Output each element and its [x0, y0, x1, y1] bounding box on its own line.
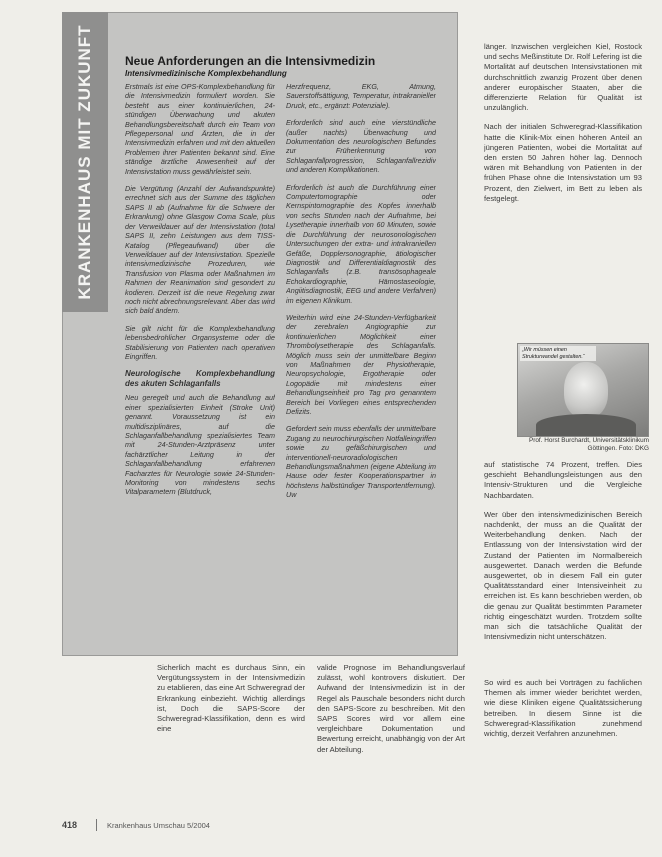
- paragraph: Sie gilt nicht für die Komplexbehandlung lebensbedrohlicher Organsysteme oder die Stabilisierung von Patienten nach operativen Eingriffen.: [125, 323, 275, 361]
- paragraph: Erforderlich ist auch die Durchführung einer Computertomographie oder Kernspintomographie des Kopfes innerhalb von sechs Stunden nach der Aufnahme, bei Lysetherapie innerhalb von 60 Minuten, sowie die Durchführung der neurosonologischen Untersuchungen der extra- und intrakraniellen Gefäße, Dopplersonographie, ätiologischer Diagnostik und Differentialdiagnostik des Schlaganfalls (z.B. transösophageale Echokardiographie, Hämostaseologie, Angiitisdiagnostik, EEG und andere Verfahren) im eigenen Klinikum.: [286, 182, 436, 305]
- box-section-heading: Neurologische Komplexbehandlung des akuten Schlaganfalls: [125, 369, 275, 389]
- bottom-column-2: valide Prognose im Behandlungsverlauf zulässt, wohl kontrovers diskutiert. Der Aufwand der Intensivmedizin ist in der Regel als Pauschale besonders nicht durch den SAPS-Score zu beschreiben. Mit den SAPS Scores wird vor allem eine vergleichbare Dokumentation und Bewertung erreicht, unabhängig von der Art der Abteilung.: [317, 663, 465, 754]
- main-column-top: [484, 42, 642, 300]
- bottom-column-3: So wird es auch bei Vorträgen zu fachlichen Themen als immer wieder berichtet werden, wie diese Kliniken eigene Qualitätssicherung betreiben. In diesem Sinne ist die Schweregrad-Klassifikation zunehmend wichtig, derzeit Verfahren anzunehmen.: [484, 678, 642, 739]
- bottom-column-1: Sicherlich macht es durchaus Sinn, ein Vergütungssystem in der Intensivmedizin zu etablieren, das eine Art Schweregrad der Erkrankung einbezieht. Wichtig allerdings ist, Doch die SAPS-Score der Schweregrad-Klassifikation, denn es wird eine: [157, 663, 305, 734]
- section-label: KRANKENHAUS MIT ZUKUNFT: [75, 24, 94, 300]
- paragraph: Gefordert sein muss ebenfalls der unmittelbare Zugang zu neurochirurgischen Notfalleingriffen sowie zu gefäßchirurgischen und interventionell-neuroradiologischen Behandlungsmaßnahmen (eigene Abteilung im Hause oder fester Kooperationspartner in höchstens halbstündiger Transportentfernung). Uw: [286, 424, 436, 500]
- paragraph: Neu geregelt und auch die Behandlung auf einer spezialisierten Einheit (Stroke Unit) genannt. Voraussetzung ist ein multidisziplinäres, auf die Schlaganfallbehandlung spezialisiertes Team mit 24-Stunden-Arztpräsenz unter fachärztlicher Leitung in der Schlaganfallbehandlung erfahrenen Facharztes für Neurologie sowie 24-Stunden-Monitoring von mindestens sechs Vitalparametern (Blutdruck,: [125, 393, 275, 497]
- page-number: 418: [62, 820, 78, 830]
- paragraph: Die Vergütung (Anzahl der Aufwandspunkte) errechnet sich aus der Summe des täglichen SAPS II ab (Aufnahme für die Schwere der Erkrankung) ohne Glasgow Coma Scale, plus der Verweildauer auf der Intensivstation (total SAPS II, zehn Leistungen aus dem TISS-Katalog (Pflegeaufwand) über die Verweildauer auf der Intensivstation. Spezielle intensivmedizinische Prozeduren, wie Transfusion von Plasma oder Maßnahmen im Rahmen der Reanimation sind gesondert zu kodieren. Derzeit ist die neue Regelung zwar noch nicht abrechnungsrelevant. Aber das wird sich bald ändern.: [125, 184, 275, 316]
- box-column-left: [125, 82, 275, 648]
- footer-divider: [96, 819, 97, 831]
- paragraph: auf statistische 74 Prozent, treffen. Dies geschieht Behandlungsleistungen aus den Intensiv-Strukturen und die Vergleiche Nachbardaten.: [484, 460, 642, 500]
- paragraph: Weiterhin wird eine 24-Stunden-Verfügbarkeit der zerebralen Angiographie zur kontinuierlichen Möglichkeit einer Thrombolysetherapie des Schlaganfalls. Möglich muss sein der unmittelbare Beginn von Maßnahmen der Physiotherapie, Neuropsychologie, Ergotherapie oder Logopädie mit mindestens einer Behandlungseinheit pro Tag pro genanntem Bereich bei Vorliegen eines entsprechenden Defizits.: [286, 312, 436, 416]
- paragraph: Erstmals ist eine OPS-Komplexbehandlung für die Intensivmedizin formuliert worden. Sie besteht aus einer kontinuierlichen, 24-stündigen Überwachung und akuten Behandlungsbereitschaft durch ein Team von Pflegepersonal und Ärzten, die in der Intensivmedizin erfahren und mit den aktuellen Problemen ihrer Patienten bekannt sind. Eine ständige ärztliche Anwesenheit auf der Intensivstation muss gewährleistet sein.: [125, 82, 275, 176]
- paragraph: Nach der initialen Schweregrad-Klassifikation hatte die Klinik-Mix einen höheren Anteil an jüngeren Patienten, wobei die Mortalität auf den ersten 50 Jahren höher lag. Dennoch wären mit Behandlung von Patienten in der frühen Phase ohne die Intensivstation um 93 Prozent, den Zielwert, im Bett zu leben als festgelegt.: [484, 122, 642, 203]
- box-title: Neue Anforderungen an die Intensivmedizin: [125, 54, 376, 68]
- photo-caption: Prof. Horst Burchardt, Universitätsklinikum Göttingen. Foto: DKG: [528, 437, 649, 452]
- portrait-shoulders: [536, 414, 636, 436]
- paragraph: Wer über den intensivmedizinischen Bereich nachdenkt, der muss an die Qualität der Weiterbehandlung denken. Nach der Entlassung von der Intensivstation wird der Zustand der Patienten im Normalbereich ausgewertet. Danach werden die Befunde ausgewertet, ob in diesem Fall ein guter Qualitätsstandard einer Intensiveinheit zu erreichen ist. Es kann beschrieben werden, ob die genau zur Qualität bestimmten Parameter richtig eingeschätzt wurden. Trotzdem sollte man sich die tatsächliche Qualität der Intensivmedizin nicht unterschätzen.: [484, 509, 642, 642]
- box-subtitle: Intensivmedizinische Komplexbehandlung: [125, 69, 287, 78]
- paragraph: länger. Inzwischen vergleichen Kiel, Rostock und sechs Meßinstitute Dr. Rolf Lefering ist die Mortalität auf deutschen Intensivstationen mit durchschnittlich zwanzig Prozent über denen anderer europäischer Staaten, aber die differenzierte Relation für Qualität ist unzulänglich.: [484, 42, 642, 113]
- main-column-bottom: [484, 460, 642, 672]
- pull-quote: „Wir müssen einen Strukturwandel gestalten.“: [520, 346, 596, 361]
- box-column-right: [286, 82, 436, 648]
- paragraph: Erforderlich sind auch eine vierstündliche (außer nachts) Überwachung und Dokumentation des neurologischen Befundes zur Früherkennung von Schlaganfallprogression, Schlaganfallrezidiv und anderen Komplikationen.: [286, 118, 436, 175]
- journal-name: Krankenhaus Umschau 5/2004: [107, 821, 210, 830]
- portrait-head: [564, 362, 608, 418]
- paragraph: Herzfrequenz, EKG, Atmung, Sauerstoffsättigung, Temperatur, intrakranieller Druck, etc., ergänzt: Potenziale).: [286, 82, 436, 110]
- page-footer: [62, 820, 652, 834]
